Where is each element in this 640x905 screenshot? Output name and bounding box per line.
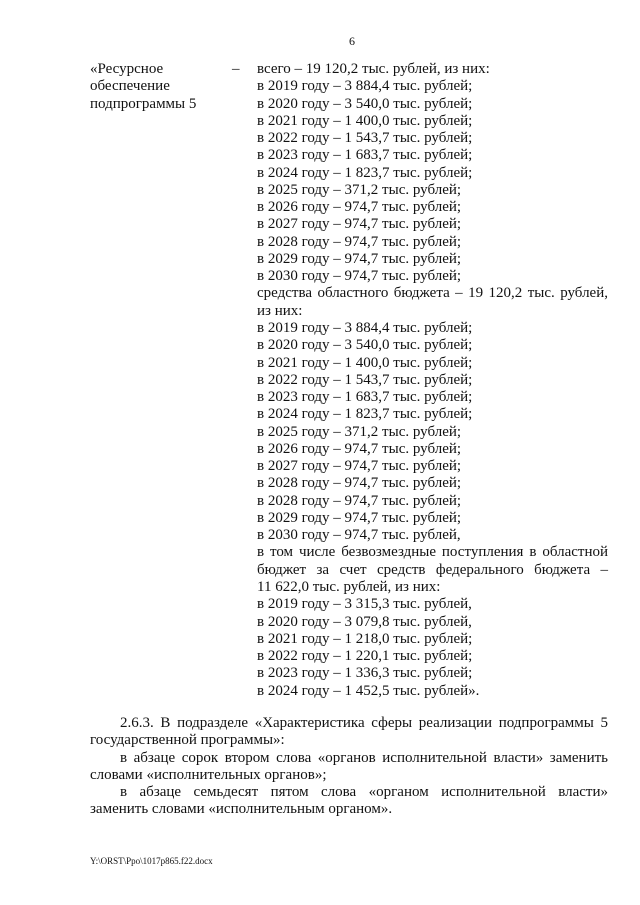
funding-line: средства областного бюджета – 19 120,2 тыс. рублей, [257,285,608,302]
label-line: подпрограммы 5 [90,95,197,112]
funding-line: в 2019 году – 3 884,4 тыс. рублей; [257,319,473,336]
funding-line: бюджет за счет средств федерального бюджета – [257,561,608,578]
funding-line: в 2023 году – 1 336,3 тыс. рублей; [257,665,473,682]
funding-line: в 2020 году – 3 540,0 тыс. рублей; [257,337,473,354]
funding-line: в 2028 году – 974,7 тыс. рублей; [257,492,462,509]
funding-line: в 2023 году – 1 683,7 тыс. рублей; [257,389,473,406]
funding-line: в 2020 году – 3 540,0 тыс. рублей; [257,95,473,112]
funding-line: в 2027 году – 974,7 тыс. рублей; [257,216,462,233]
file-path-footer: Y:\ORST\Ppo\1017p865.f22.docx [90,856,213,866]
funding-line: в 2024 году – 1 823,7 тыс. рублей; [257,406,473,423]
funding-line: в 2021 году – 1 400,0 тыс. рублей; [257,354,473,371]
funding-line: в 2024 году – 1 823,7 тыс. рублей; [257,164,473,181]
resource-label [90,61,196,113]
funding-details [257,61,608,700]
funding-line: в 2027 году – 974,7 тыс. рублей; [257,458,462,475]
funding-line: в 2028 году – 974,7 тыс. рублей; [257,475,462,492]
funding-line: в 2030 году – 974,7 тыс. рублей, [257,527,461,544]
funding-line: 11 622,0 тыс. рублей, из них: [257,578,441,595]
section-line: словами «исполнительных органов»; [90,766,327,783]
funding-line: в 2028 году – 974,7 тыс. рублей; [257,233,462,250]
funding-line: в 2026 году – 974,7 тыс. рублей; [257,199,462,216]
page-number: 6 [349,34,355,48]
funding-line: в 2030 году – 974,7 тыс. рублей; [257,268,462,285]
funding-line: в том числе безвозмездные поступления в областной [257,544,608,561]
section-line: в абзаце семьдесят пятом слова «органом исполнительной власти» [120,784,608,801]
label-line: обеспечение [90,78,170,95]
funding-line: в 2019 году – 3 884,4 тыс. рублей; [257,78,473,95]
funding-line: в 2019 году – 3 315,3 тыс. рублей, [257,596,472,613]
funding-line: в 2021 году – 1 218,0 тыс. рублей; [257,630,473,647]
label-line: «Ресурсное [90,61,164,77]
funding-line: в 2021 году – 1 400,0 тыс. рублей; [257,112,473,129]
funding-line: в 2020 году – 3 079,8 тыс. рублей, [257,613,472,630]
funding-line: в 2022 году – 1 543,7 тыс. рублей; [257,130,473,147]
funding-line: в 2025 году – 371,2 тыс. рублей; [257,423,462,440]
funding-line: всего – 19 120,2 тыс. рублей, из них: [257,61,490,77]
section-line: 2.6.3. В подразделе «Характеристика сферы реализации подпрограммы 5 [120,715,608,731]
funding-line: в 2026 году – 974,7 тыс. рублей; [257,440,462,457]
funding-line: из них: [257,302,303,319]
funding-line: в 2029 году – 974,7 тыс. рублей; [257,250,462,267]
funding-line: в 2024 году – 1 452,5 тыс. рублей». [257,682,480,699]
separator-dash: – [232,61,240,77]
funding-line: в 2022 году – 1 220,1 тыс. рублей; [257,648,473,665]
section-2-6-3 [90,715,608,819]
funding-line: в 2023 году – 1 683,7 тыс. рублей; [257,147,473,164]
section-line: заменить словами «исполнительным органом». [90,801,393,818]
funding-line: в 2022 году – 1 543,7 тыс. рублей; [257,371,473,388]
funding-line: в 2025 году – 371,2 тыс. рублей; [257,181,462,198]
funding-line: в 2029 году – 974,7 тыс. рублей; [257,509,462,526]
section-line: в абзаце сорок втором слова «органов исполнительной власти» заменить [120,749,608,766]
section-line: государственной программы»: [90,732,285,749]
